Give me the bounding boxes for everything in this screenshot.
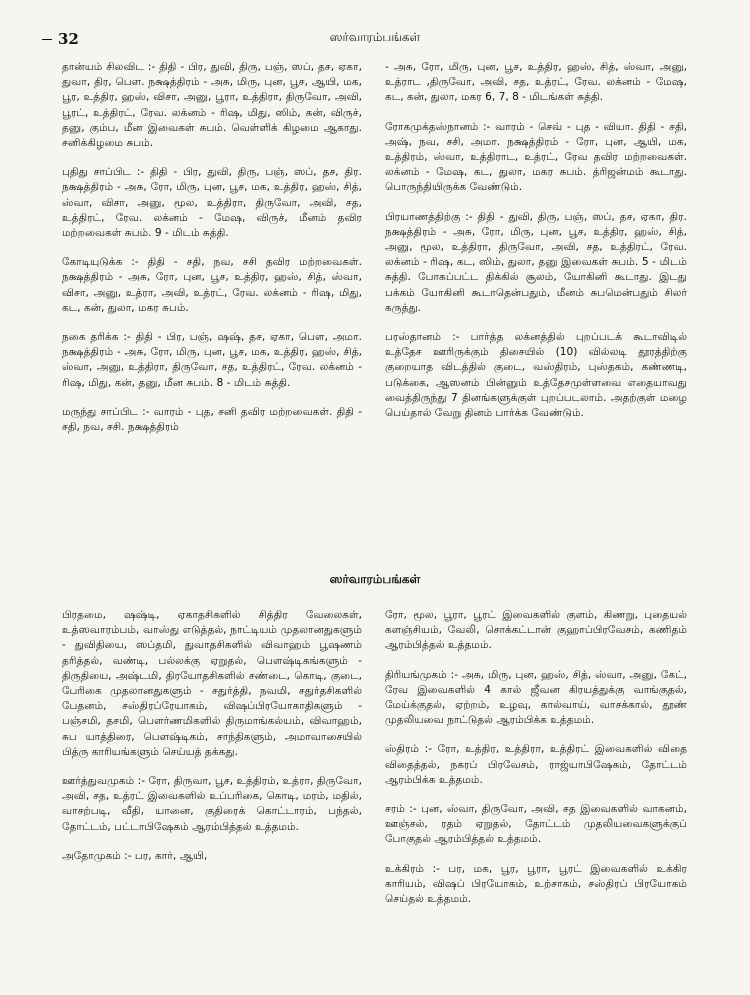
paragraph: திரியங்முகம் :- அசு, மிரு, புன, ஹஸ், சித், ஸ்வா, அனு, கேட், ரேவ இவைகளில் 4 கால் ஜீவன கிரயத்துக்கு வாங்குதல், மேய்க்குதல், ஏற்றம், உழவு, கால்வாய், வாசக்கால், தூண் முதலியவை நாட்டுதல் ஆரம்பிக்க உத்தமம். <box>385 668 687 727</box>
paragraph: அதோமுகம் :- பர, கார், ஆயி, <box>62 849 208 862</box>
paragraph: பிரதமை, ஷஷ்டி, ஏகாதசிகளில் சித்திர வேலைகள், உத்ஸவாரம்பம், வாஸ்து எடுத்தல், நாட்டியம் முதலானதுகளும் - துவிதியை, ஸப்தமி, துவாதசிகளில் விவாஹம் பூஷணம் தரித்தல், வண்டி, பல்லக்கு ஏறுதல், பௌஷ்டிகங்களும் - திருதியை, அஷ்டமி, திரயோதசிகளில் சண்டை, கொடி, குடை, பேரிகை முதலானதுகளும் - சதுர்த்தி, நவமி, சதுர்தசிகளில் பேதனம், சஸ்திரப்ரேயாகம், விஷப்பிரயோகாதிகளும் - பஞ்சமி, தசமி, பௌர்ணமிகளில் திருமாங்கல்யம், விவாஹம், சுப யாத்திரை, பௌஷ்டிகம், சாந்திகளும், அமாவாசையில் பித்ரு காரியங்களும் செய்யத் தக்கது. <box>62 609 362 758</box>
paragraph: தான்யம் சிலவிட :- திதி - பிர, துவி, திரு, பஞ், ஸப், தச, ஏகா, துவா, திர, பௌ. நக்ஷத்திரம் - அசு, மிரு, புன, பூச, ஆயி, மக, பூர, உத்திர, ஹஸ், விசா, அனு, பூரா, உத்திரா, திருவோ, அவி, பூரட், உத்திரட், ரேவ. லக்னம் - ரிஷ, மிது, ஸிம், கன், விருச், தனு, கும்ப, மீன இவைகள் சுபம். வெள்ளிக் கிழமை ஆகாது. சனிக்கிழமை சுபம். <box>62 61 362 150</box>
bottom-right-column <box>385 608 687 921</box>
page-number: 32 <box>58 30 79 48</box>
top-right-column <box>385 60 687 435</box>
section-title: ஸர்வாரம்பங்கள் <box>329 572 421 586</box>
running-header <box>40 30 710 50</box>
paragraph: ரோகமுக்தஸ்நானம் :- வாரம் - செவ் - புத - வியா. திதி - சதி, அஷ், நவ, சசி, அமா. நக்ஷத்திரம் - ரோ, புன, ஆயி, மக, உத்திரம், ஸ்வா, உத்திராட, உத்ரட், ரேவ தவிர மற்றவைகள். லக்னம் - மேஷ, கட, துலா, மகர சுபம். த்ரிஜன்மம் கூடாது. பொருந்தியிருக்க வேண்டும். <box>385 120 687 194</box>
paragraph: ரோ, மூல, பூரா, பூரட் இவைகளில் குளம், கிணறு, புதையல் களஞ்சியம், வேலி, சொக்கட்டான் குஹாப்பிரவேசம், கணிதம் ஆரம்பித்தல் உத்தமம். <box>385 609 687 652</box>
top-left-column <box>62 60 362 449</box>
header-title: ஸர்வாரம்பங்கள் <box>329 30 421 44</box>
paragraph: மருந்து சாப்பிட :- வாரம் - புத, சனி தவிர மற்றவைகள். திதி - சதி, நவ, சசி. நக்ஷத்திரம் <box>62 405 362 434</box>
paragraph: புதிது சாப்பிட :- திதி - பிர, துவி, திரு, பஞ், ஸப், தச, திர. நக்ஷத்திரம் - அசு, ரோ, மிரு, புன, பூச, மக, உத்திர, ஹஸ், சித், ஸ்வா, விசா, அனு, மூல, உத்திரா, திருவோ, அவி, சத, உத்திரட், ரேவ. லக்னம் - மேஷ, விருச், மீனம் தவிர மற்றவைகள் சுபம். 9 - மிடம் சுத்தி. <box>62 166 362 240</box>
paragraph: நகை தரிக்க :- திதி - பிர, பஞ், ஷஷ், தச, ஏகா, பௌ, அமா. நக்ஷத்திரம் - அசு, ரோ, மிரு, புன, பூச, மக, உத்திர, ஹஸ், சித், ஸ்வா, அனு, உத்திரா, திருவோ, சத, உத்திரட், ரேவ. லக்னம் - ரிஷ, மிது, கன், தனு, மீன சுபம். 8 - மிடம் சுத்தி. <box>62 331 362 389</box>
paragraph: ஸ்திரம் :- ரோ, உத்திர, உத்திரா, உத்திரட் இவைகளில் விதை விதைத்தல், நகரப் பிரவேசம், ராஜ்யாபிஷேகம், தோட்டம் ஆரம்பிக்க உத்தமம். <box>385 743 687 786</box>
paragraph: பிரயாணத்திற்கு :- திதி - துவி, திரு, பஞ், ஸப், தச, ஏகா, திர. நக்ஷத்திரம் - அசு, ரோ, மிரு, புன, பூச, உத்திர, ஹஸ், சித், அனு, மூல, உத்திரா, திருவோ, அவி, சத, உத்திரட், ரேவ. லக்னம் - ரிஷ, கட, ஸிம், துலா, தனு இவைகள் சுபம். 5 - மிடம் சுத்தி. போகப்பட்ட திக்கில் சூலம், யோகினி கூடாது. இடது பக்கம் யோகினி கூடாதென்பதும், மீனம் சுபமென்பதும் சிலர் கருத்து. <box>385 210 687 314</box>
paragraph: உக்கிரம் :- பர, மக, பூர, பூரா, பூரட் இவைகளில் உக்கிர காரியம், விஷப் பிரயோகம், உற்சாகம், சஸ்திரப் பிரயோகம் செய்தல் உத்தமம். <box>385 862 687 906</box>
paragraph: கோடியுடுக்க :- திதி - சதி, நவ, சசி தவிர மற்றவைகள். நக்ஷத்திரம் - அசு, ரோ, புன, பூச, உத்திர, ஹஸ், சித், ஸ்வா, விசா, அனு, உத்ரா, அவி, உத்ரட், ரேவ. லக்னம் - ரிஷ, மிது, கட, கன், துலா, மகர சுபம். <box>62 256 362 314</box>
paragraph: சரம் :- புன, ஸ்வா, திருவோ, அவி, சத இவைகளில் வாகனம், ஊஞ்சல், ரதம் ஏறுதல், தோட்டம் முதலியவைகளுக்குப் போகுதல் ஆரம்பித்தல் உத்தமம். <box>385 803 687 846</box>
paragraph: ஊர்த்துவமுகம் :- ரோ, திருவா, பூச, உத்திரம், உத்ரா, திருவோ, அவி, சத, உத்ரட் இவைகளில் உப்பரிகை, கொடி, மரம், மதில், வாசற்படி, வீதி, யானை, குதிரைக் கொட்டாரம், பந்தல், தோட்டம், பட்டாபிஷேகம் ஆரம்பித்தல் உத்தமம். <box>62 775 362 833</box>
bottom-left-column <box>62 608 362 878</box>
paragraph: பரஸ்தானம் :- பார்த்த லக்னத்தில் புறப்படக் கூடாவிடில் உத்தேச ஊரிருக்கும் திசையில் (10) வில்லடி தூரத்திற்கு குறையாத விடத்தில் குடை, வஸ்திரம், புஸ்தகம், கண்ணடி, படுக்கை, ஆஸனம் பின்னும் உத்தேசமுள்ளவை எதையாவது வைத்திருந்து 7 தினங்களுக்குள் புறப்படலாம். அதற்குள் மழை பெய்தால் வேறு தினம் பார்க்க வேண்டும். <box>385 331 687 420</box>
paragraph: - அசு, ரோ, மிரு, புன, பூச, உத்திர, ஹஸ், சித், ஸ்வா, அனு, உத்ராட ,திருவோ, அவி, சத, உத்ரட், ரேவ. லக்னம் - மேஷ, கட, கன், துலா, மகர 6, 7, 8 - மிடங்கள் சுத்தி. <box>385 61 687 104</box>
